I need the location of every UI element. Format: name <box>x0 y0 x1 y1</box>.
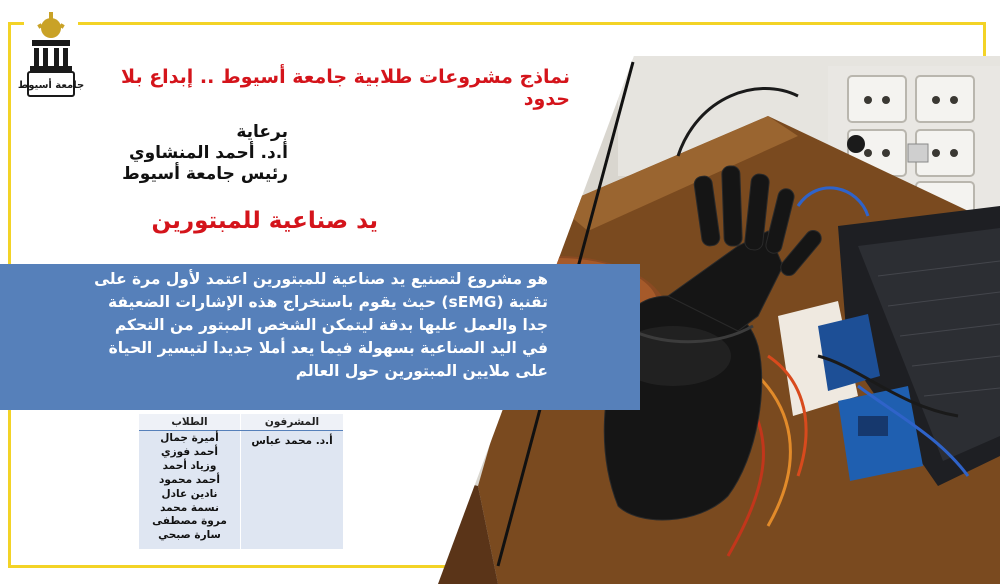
description-line: تقنية (sEMG) حيث يقوم باستخراج هذه الإشارات الضعيفة <box>107 293 548 311</box>
description-line: في اليد الصناعية بسهولة فيما يعد أملا جديدا لتيسير الحياة <box>108 339 548 357</box>
patron-block <box>90 122 288 185</box>
students-column <box>139 431 240 549</box>
supervisors-column <box>241 431 343 549</box>
student-name: نادين عادل <box>161 487 218 500</box>
patron-line-1: برعاية <box>236 122 288 142</box>
page-title: نماذج مشروعات طلابية جامعة أسيوط .. إبداع بلا حدود <box>121 66 570 110</box>
project-description <box>14 268 548 383</box>
student-name: أحمد محمود <box>158 473 220 486</box>
description-line: جدا والعمل عليها بدقة ليتمكن الشخص المبتور من التحكم <box>114 316 548 334</box>
description-line: على ملايين المبتورين حول العالم <box>295 362 548 380</box>
patron-line-3: رئيس جامعة أسيوط <box>122 164 288 184</box>
university-emblem-icon <box>17 8 85 98</box>
supervisor-name: أ.د. محمد عباس <box>251 435 333 447</box>
student-name: مروة مصطفى <box>152 515 227 528</box>
university-logo <box>17 8 85 98</box>
student-name: أميرة جمال <box>160 432 219 444</box>
students-header: الطلاب <box>139 414 240 430</box>
student-name: أحمد فوزي <box>160 445 219 458</box>
description-line: هو مشروع لتصنيع يد صناعية للمبتورين اعتمد لأول مرة على <box>94 270 548 288</box>
student-name: نسمة محمد <box>160 501 219 514</box>
student-name: سارة صبحي <box>158 529 221 542</box>
student-name: وزياد أحمد <box>162 459 217 472</box>
project-title: يد صناعية للمبتورين <box>151 208 378 234</box>
logo-text: جامعة أسيوط <box>17 80 85 91</box>
patron-line-2: أ.د. أحمد المنشاوي <box>129 143 288 163</box>
supervisors-header: المشرفون <box>241 414 343 430</box>
